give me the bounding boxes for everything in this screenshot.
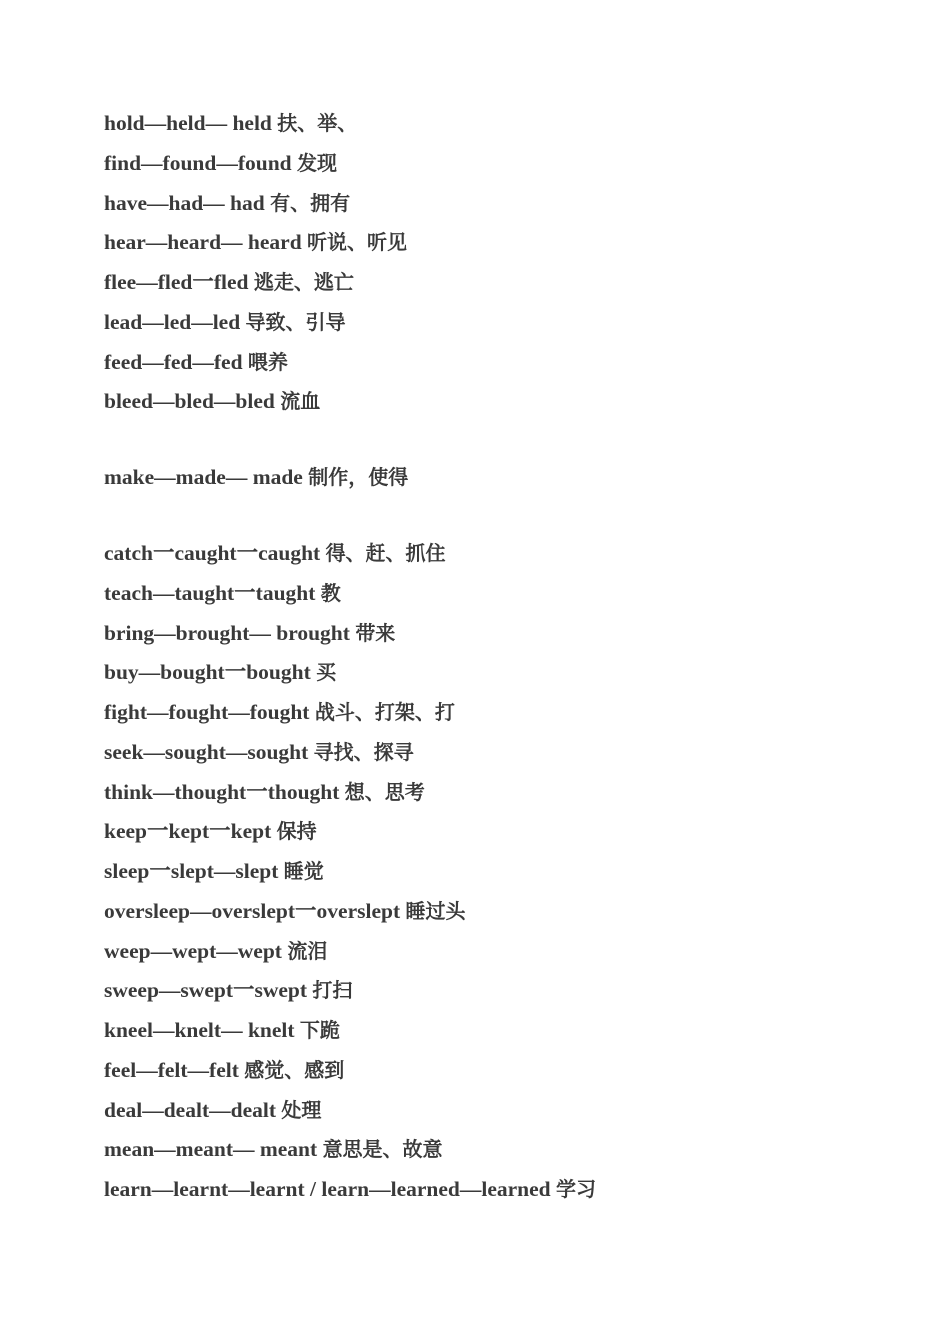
verb-forms: lead—led—led [104, 309, 241, 334]
verb-forms: feed—fed—fed [104, 349, 243, 374]
verb-entry-find [104, 144, 407, 184]
verb-forms: sleep一slept—slept [104, 859, 279, 883]
verb-entry-hear [104, 223, 407, 263]
verb-entry-bleed [104, 382, 407, 422]
verb-entry-fight [104, 693, 596, 733]
verb-meaning: 睡过头 [405, 898, 466, 923]
verb-forms: deal—dealt—dealt [104, 1097, 276, 1122]
verb-entry-kneel [104, 1011, 596, 1051]
verb-forms: find—found—found [104, 150, 292, 175]
verb-forms: make—made— made [104, 465, 303, 489]
verb-group-3 [104, 534, 596, 1210]
verb-meaning: 睡觉 [283, 859, 324, 883]
verb-meaning: 感觉、感到 [244, 1057, 345, 1082]
verb-entry-learn [104, 1170, 596, 1210]
verb-entry-bring [104, 614, 596, 654]
verb-meaning: 打扫 [312, 978, 353, 1003]
verb-meaning: 逃走、逃亡 [253, 270, 354, 294]
verb-forms: oversleep—overslept一overslept [104, 898, 401, 923]
verb-forms: feel—felt—felt [104, 1057, 239, 1082]
verb-meaning: 战斗、打架、打 [314, 700, 455, 724]
verb-entry-sweep [104, 971, 596, 1011]
verb-group-1 [104, 104, 407, 422]
verb-entry-catch [104, 534, 596, 574]
verb-meaning: 保持 [276, 819, 317, 844]
verb-meaning: 听说、听见 [307, 230, 408, 255]
verb-forms: think—thought一thought [104, 779, 340, 804]
verb-entry-teach [104, 574, 596, 614]
verb-entry-feel [104, 1051, 596, 1091]
verb-meaning: 处理 [281, 1097, 322, 1122]
verb-meaning: 学习 [556, 1177, 597, 1201]
verb-entry-feed [104, 343, 407, 383]
verb-forms: buy—bought一bought [104, 660, 311, 685]
verb-meaning: 教 [320, 580, 341, 605]
verb-meaning: 买 [316, 660, 337, 685]
verb-forms: mean—meant— meant [104, 1137, 318, 1162]
verb-entry-keep [104, 812, 596, 852]
verb-entry-oversleep [104, 892, 596, 932]
verb-forms: kneel—knelt— knelt [104, 1018, 295, 1042]
verb-meaning: 意思是、故意 [322, 1137, 443, 1162]
verb-entry-deal [104, 1091, 596, 1131]
verb-forms: learn—learnt—learnt / learn—learned—learned [104, 1177, 551, 1201]
verb-meaning: 流血 [280, 389, 321, 414]
verb-forms: hold—held— held [104, 111, 272, 135]
verb-entry-think [104, 773, 596, 813]
verb-forms: flee—fled一fled [104, 270, 249, 294]
verb-entry-mean [104, 1130, 596, 1170]
verb-entry-flee [104, 263, 407, 303]
verb-forms: seek—sought—sought [104, 739, 309, 764]
verb-meaning: 流泪 [287, 938, 328, 963]
verb-entry-buy [104, 653, 596, 693]
verb-forms: keep一kept一kept [104, 819, 272, 844]
verb-group-2 [104, 458, 408, 498]
verb-forms: have—had— had [104, 190, 265, 215]
verb-forms: weep—wept—wept [104, 938, 282, 963]
verb-entry-sleep [104, 852, 596, 892]
verb-forms: fight—fought—fought [104, 700, 310, 724]
verb-meaning: 寻找、探寻 [313, 739, 414, 764]
verb-meaning: 发现 [297, 150, 337, 175]
verb-meaning: 想、思考 [344, 779, 425, 804]
verb-forms: bleed—bled—bled [104, 389, 275, 414]
verb-meaning: 带来 [355, 620, 396, 645]
verb-entry-have [104, 184, 407, 224]
verb-meaning: 扶、举、 [277, 111, 358, 135]
verb-forms: catch一caught一caught [104, 541, 321, 565]
verb-entry-make [104, 458, 408, 498]
verb-meaning: 喂养 [247, 349, 288, 374]
verb-forms: hear—heard— heard [104, 230, 302, 255]
verb-meaning: 有、拥有 [270, 190, 351, 215]
verb-forms: teach—taught一taught [104, 580, 316, 605]
verb-entry-seek [104, 733, 596, 773]
verb-meaning: 导致、引导 [245, 309, 346, 334]
verb-meaning: 下跪 [299, 1018, 340, 1042]
verb-entry-hold [104, 104, 407, 144]
verb-forms: bring—brought— brought [104, 620, 350, 645]
verb-entry-weep [104, 932, 596, 972]
verb-meaning: 得、赶、抓住 [325, 541, 446, 565]
verb-meaning: 制作，使得 [308, 465, 409, 489]
verb-entry-lead [104, 303, 407, 343]
verb-forms: sweep—swept一swept [104, 978, 308, 1003]
